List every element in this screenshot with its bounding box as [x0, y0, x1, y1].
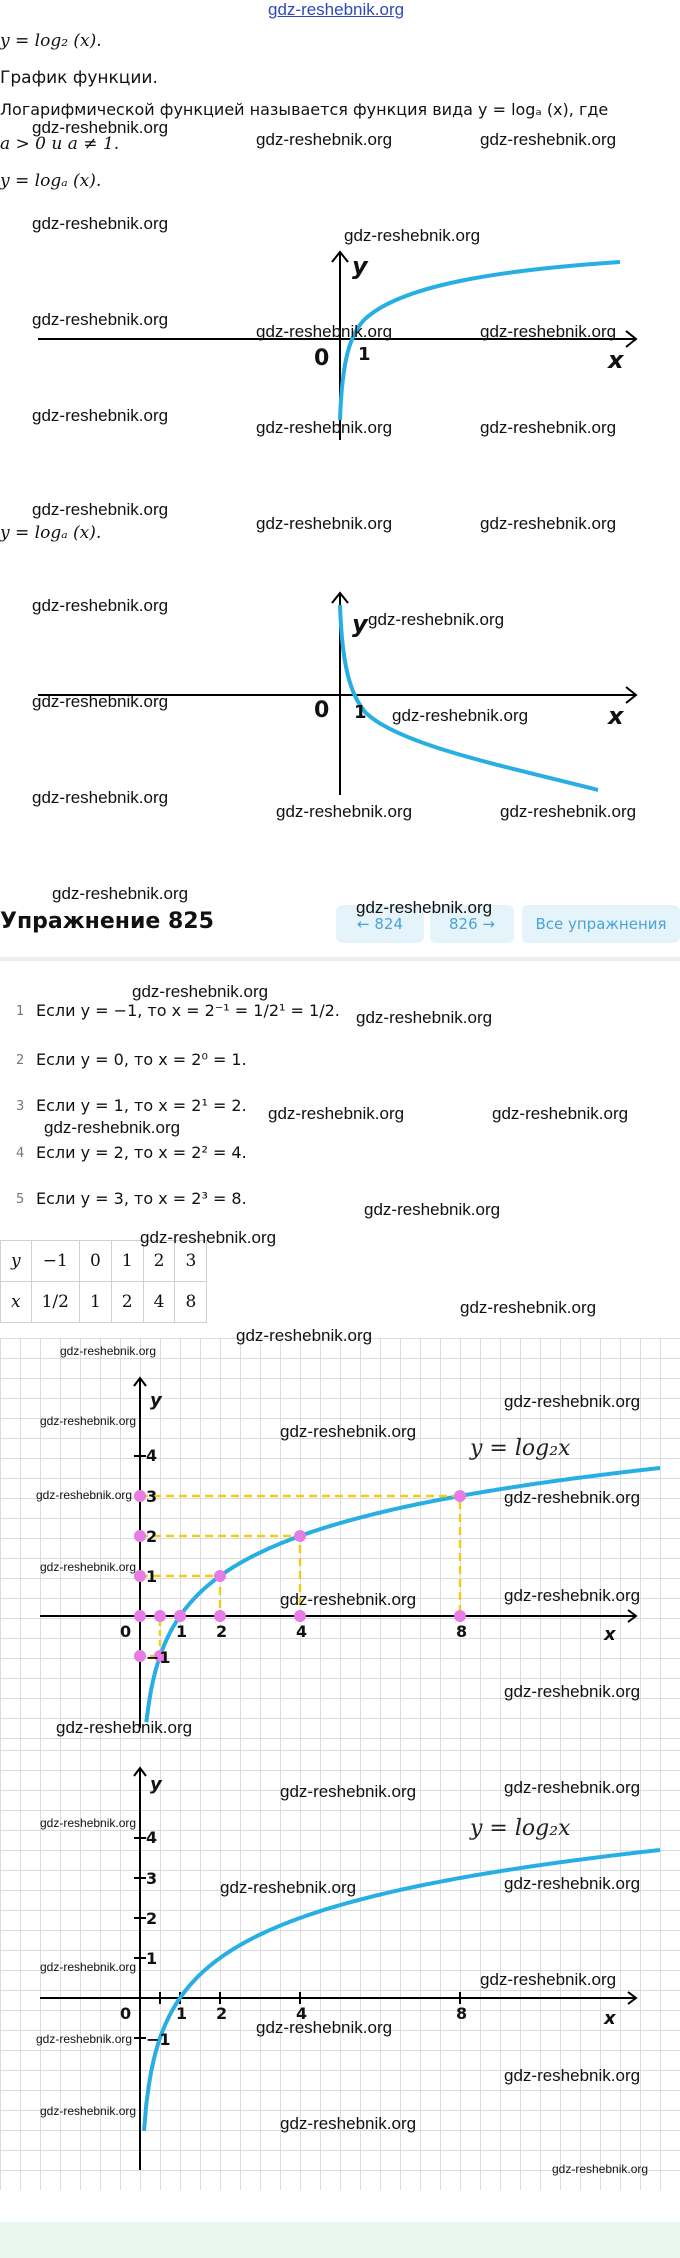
- watermark: gdz-reshebnik.org: [280, 1782, 417, 1801]
- watermark: gdz-reshebnik.org: [480, 418, 617, 437]
- watermark: gdz-reshebnik.org: [32, 500, 169, 519]
- watermark: gdz-reshebnik.org: [40, 1960, 137, 1974]
- step-number: 1: [16, 1004, 25, 1019]
- watermark: gdz-reshebnik.org: [256, 322, 393, 341]
- table-cell: 1/2: [31, 1282, 79, 1323]
- watermark: gdz-reshebnik.org: [268, 1104, 405, 1123]
- next-exercise-button[interactable]: 826 →: [430, 905, 514, 943]
- watermark: gdz-reshebnik.org: [480, 1970, 617, 1989]
- watermark: gdz-reshebnik.org: [504, 1778, 641, 1797]
- footer-strip: [0, 2222, 680, 2258]
- step-number: 5: [16, 1192, 25, 1207]
- graph2-one: 1: [354, 702, 367, 723]
- graph1-one: 1: [358, 344, 371, 365]
- table-cell: 1: [111, 1241, 143, 1282]
- step-text: Если y = 2, то x = 2² = 4.: [36, 1143, 247, 1162]
- plot1-y-label: y: [150, 1390, 162, 1411]
- plot2-ytick: 4: [146, 1828, 158, 1847]
- all-exercises-button[interactable]: Все упражнения: [522, 905, 680, 943]
- watermark: gdz-reshebnik.org: [32, 310, 169, 329]
- data-point: [294, 1530, 306, 1542]
- table-cell: 0: [79, 1241, 111, 1282]
- watermark: gdz-reshebnik.org: [344, 226, 481, 245]
- watermark: gdz-reshebnik.org: [504, 1586, 641, 1605]
- table-cell: 8: [175, 1282, 207, 1323]
- plot1-x-label: x: [604, 1624, 616, 1645]
- watermark: gdz-reshebnik.org: [60, 1344, 157, 1358]
- watermark: gdz-reshebnik.org: [280, 1422, 417, 1441]
- plot1-ytick: 1: [146, 1567, 158, 1586]
- watermark: gdz-reshebnik.org: [364, 1200, 501, 1219]
- watermark: gdz-reshebnik.org: [256, 2018, 393, 2037]
- plot2-xtick: 8: [456, 2004, 468, 2023]
- graph2-y-label: y: [352, 610, 368, 638]
- watermark: gdz-reshebnik.org: [40, 2104, 137, 2118]
- axis-point: [454, 1610, 466, 1622]
- plot1-xtick: 1: [176, 1622, 188, 1641]
- watermark: gdz-reshebnik.org: [480, 130, 617, 149]
- step-text: Если y = −1, то x = 2⁻¹ = 1/2¹ = 1/2.: [36, 1001, 340, 1020]
- axis-point: [214, 1610, 226, 1622]
- watermark: gdz-reshebnik.org: [32, 118, 169, 137]
- table-cell: −1: [31, 1241, 79, 1282]
- step-number: 4: [16, 1146, 25, 1161]
- watermark: gdz-reshebnik.org: [56, 1718, 193, 1737]
- plot2-ytick: 3: [146, 1869, 158, 1888]
- axis-point: [294, 1610, 306, 1622]
- watermark: gdz-reshebnik.org: [36, 1488, 133, 1502]
- watermark: gdz-reshebnik.org: [40, 1560, 137, 1574]
- watermark: gdz-reshebnik.org: [368, 610, 505, 629]
- graph2-origin: 0: [314, 698, 330, 723]
- watermark: gdz-reshebnik.org: [504, 2066, 641, 2085]
- watermark: gdz-reshebnik.org: [52, 884, 189, 903]
- axis-point: [174, 1610, 186, 1622]
- watermark: gdz-reshebnik.org: [236, 1326, 373, 1345]
- watermark: gdz-reshebnik.org: [480, 322, 617, 341]
- watermark: gdz-reshebnik.org: [256, 130, 393, 149]
- table-cell: 1: [79, 1282, 111, 1323]
- table-cell: 4: [143, 1282, 175, 1323]
- watermark: gdz-reshebnik.org: [32, 692, 169, 711]
- plot2-ytick: 2: [146, 1909, 158, 1928]
- watermark: gdz-reshebnik.org: [40, 1816, 137, 1830]
- watermark: gdz-reshebnik.org: [356, 898, 493, 917]
- graph1-y-label: y: [352, 252, 368, 280]
- plot2-origin: 0: [120, 2004, 132, 2023]
- watermark: gdz-reshebnik.org: [256, 418, 393, 437]
- table-row: [1, 1282, 207, 1323]
- exercise-title: Упражнение 825: [0, 909, 214, 934]
- axis-point: [134, 1650, 146, 1662]
- plot2-xtick: 4: [296, 2004, 308, 2023]
- log-curve-decreasing: [340, 605, 598, 790]
- plot2-ytick: −1: [146, 2030, 171, 2049]
- watermark: gdz-reshebnik.org: [504, 1682, 641, 1701]
- watermark: gdz-reshebnik.org: [504, 1488, 641, 1507]
- watermark: gdz-reshebnik.org: [500, 802, 637, 821]
- plot2-ytick: 1: [146, 1949, 158, 1968]
- step-text: Если y = 0, то x = 2⁰ = 1.: [36, 1050, 247, 1069]
- watermark: gdz-reshebnik.org: [280, 1590, 417, 1609]
- watermark: gdz-reshebnik.org: [32, 596, 169, 615]
- header-divider: [0, 957, 680, 961]
- plot1-ytick: 4: [146, 1446, 158, 1465]
- watermark: gdz-reshebnik.org: [220, 1878, 357, 1897]
- data-point: [454, 1490, 466, 1502]
- top-watermark-link[interactable]: gdz-reshebnik.org: [268, 0, 405, 19]
- plot2-curve-label: y = log₂x: [470, 1816, 571, 1841]
- plot1-ytick: 3: [146, 1487, 158, 1506]
- prev-exercise-button[interactable]: ← 824: [336, 905, 424, 943]
- values-table: [0, 1240, 207, 1323]
- watermark: gdz-reshebnik.org: [280, 2114, 417, 2133]
- graph2-x-label: x: [608, 702, 624, 730]
- plot2-y-label: y: [150, 1774, 162, 1795]
- axis-point: [134, 1490, 146, 1502]
- watermark: gdz-reshebnik.org: [32, 214, 169, 233]
- plot1-ytick: −1: [146, 1648, 171, 1667]
- watermark: gdz-reshebnik.org: [356, 1008, 493, 1027]
- watermark: gdz-reshebnik.org: [504, 1874, 641, 1893]
- definition-condition: a > 0 и a ≠ 1.: [0, 134, 120, 154]
- watermark: gdz-reshebnik.org: [492, 1104, 629, 1123]
- definition-text: Логарифмической функцией называется функция вида y = logₐ (x), где: [0, 100, 609, 119]
- axis-point: [134, 1610, 146, 1622]
- graph-heading: График функции.: [0, 68, 158, 88]
- plot1-curve-label: y = log₂x: [470, 1436, 571, 1461]
- data-point: [214, 1570, 226, 1582]
- axis-point: [134, 1530, 146, 1542]
- watermark: gdz-reshebnik.org: [256, 514, 393, 533]
- watermark: gdz-reshebnik.org: [552, 2162, 649, 2176]
- plot1-xtick: 8: [456, 1622, 468, 1641]
- watermark: gdz-reshebnik.org: [460, 1298, 597, 1317]
- watermark: gdz-reshebnik.org: [480, 514, 617, 533]
- plot2-x-label: x: [604, 2008, 616, 2029]
- formula-increasing: y = logₐ (x).: [0, 171, 102, 191]
- table-cell: 2: [111, 1282, 143, 1323]
- table-cell: 3: [175, 1241, 207, 1282]
- step-text: Если y = 1, то x = 2¹ = 2.: [36, 1096, 247, 1115]
- watermark: gdz-reshebnik.org: [44, 1118, 181, 1137]
- formula-decreasing: y = logₐ (x).: [0, 523, 102, 543]
- step-text: Если y = 3, то x = 2³ = 8.: [36, 1189, 247, 1208]
- watermark: gdz-reshebnik.org: [32, 406, 169, 425]
- plot2-xtick: 1: [176, 2004, 188, 2023]
- plot1-ytick: 2: [146, 1527, 158, 1546]
- watermark: gdz-reshebnik.org: [392, 706, 529, 725]
- watermark: gdz-reshebnik.org: [36, 2032, 133, 2046]
- table-cell: 2: [143, 1241, 175, 1282]
- plot1-xtick: 2: [216, 1622, 228, 1641]
- watermark: gdz-reshebnik.org: [132, 982, 269, 1001]
- watermark: gdz-reshebnik.org: [276, 802, 413, 821]
- graph1-x-label: x: [608, 346, 624, 374]
- step-number: 2: [16, 1053, 25, 1068]
- watermark: gdz-reshebnik.org: [504, 1392, 641, 1411]
- axis-point: [154, 1610, 166, 1622]
- table-cell: x: [1, 1282, 32, 1323]
- watermark: gdz-reshebnik.org: [40, 1414, 137, 1428]
- plot2-xtick: 2: [216, 2004, 228, 2023]
- plot1-xtick: 4: [296, 1622, 308, 1641]
- plot1-origin: 0: [120, 1622, 132, 1641]
- table-cell: y: [1, 1241, 32, 1282]
- watermark: gdz-reshebnik.org: [32, 788, 169, 807]
- watermark: gdz-reshebnik.org: [140, 1228, 277, 1247]
- graph1-origin: 0: [314, 346, 330, 371]
- step-number: 3: [16, 1099, 25, 1114]
- top-formula: y = log₂ (x).: [0, 31, 102, 51]
